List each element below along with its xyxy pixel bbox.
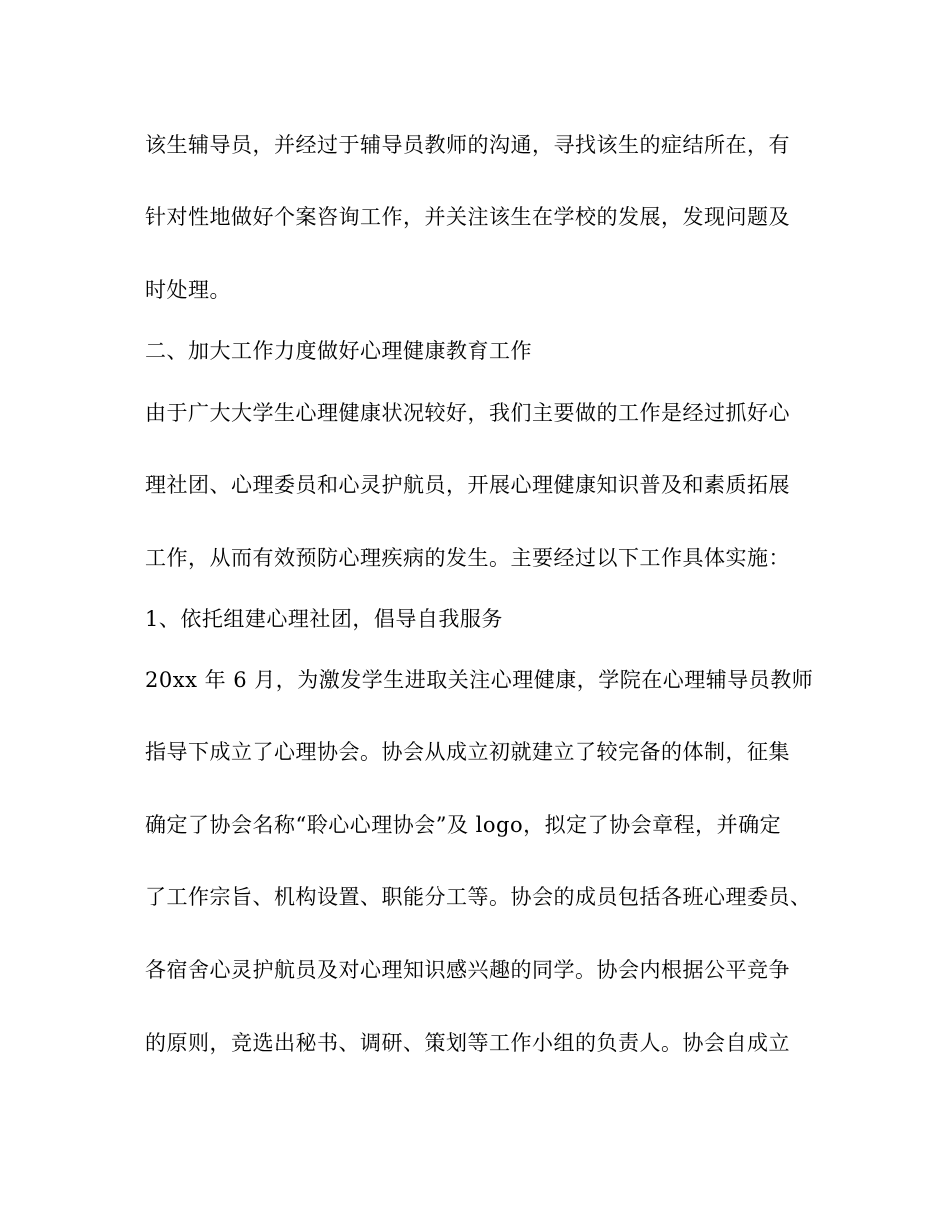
paragraph-line: 各宿舍心灵护航员及对心理知识感兴趣的同学。协会内根据公平竞争 <box>145 958 790 982</box>
paragraph-line: 针对性地做好个案咨询工作，并关注该生在学校的发展，发现问题及 <box>145 205 790 229</box>
paragraph-line: 指导下成立了心理协会。协会从成立初就建立了较完备的体制，征集 <box>145 740 790 764</box>
paragraph-line: 该生辅导员，并经过于辅导员教师的沟通，寻找该生的症结所在，有 <box>145 133 790 157</box>
paragraph-line: 由于广大大学生心理健康状况较好，我们主要做的工作是经过抓好心 <box>145 401 790 425</box>
paragraph-line: 时处理。 <box>145 278 231 302</box>
paragraph-line: 的原则，竞选出秘书、调研、策划等工作小组的负责人。协会自成立 <box>145 1031 790 1055</box>
paragraph-line: 理社团、心理委员和心灵护航员，开展心理健康知识普及和素质拓展 <box>145 473 790 497</box>
section-heading: 二、加大工作力度做好心理健康教育工作 <box>145 339 532 363</box>
paragraph-line: 了工作宗旨、机构设置、职能分工等。协会的成员包括各班心理委员、 <box>145 885 812 909</box>
paragraph-line: 确定了协会名称“聆心心理协会”及 logo，拟定了协会章程，并确定 <box>145 813 782 837</box>
paragraph-line: 工作，从而有效预防心理疾病的发生。主要经过以下工作具体实施： <box>145 546 790 570</box>
paragraph-line: 20xx 年 6 月，为激发学生进取关注心理健康，学院在心理辅导员教师 <box>145 668 814 692</box>
subsection-heading: 1、依托组建心理社团，倡导自我服务 <box>145 607 503 631</box>
